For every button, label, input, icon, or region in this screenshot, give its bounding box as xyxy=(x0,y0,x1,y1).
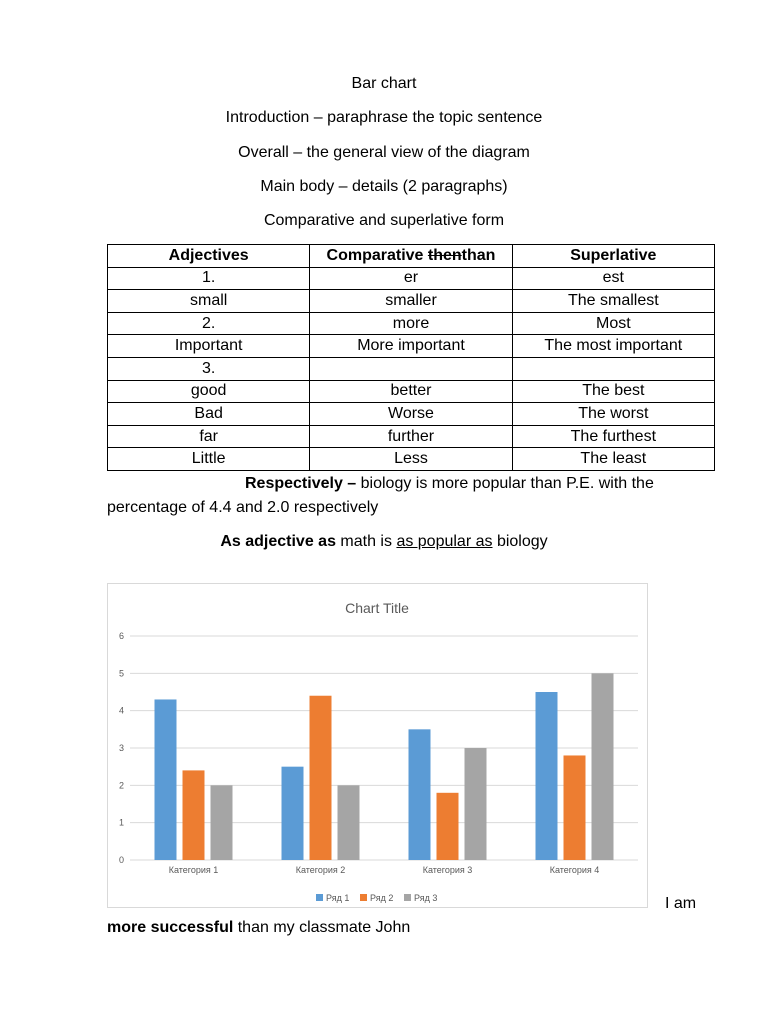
legend-label: Ряд 1 xyxy=(326,893,350,903)
legend-swatch xyxy=(360,894,367,901)
bar xyxy=(536,692,558,860)
header-comparative xyxy=(310,245,512,268)
respectively-line-2: percentage of 4.4 and 2.0 respectively xyxy=(107,499,379,516)
cell-superlative: The smallest xyxy=(512,290,714,313)
bar xyxy=(465,748,487,860)
bar xyxy=(183,770,205,860)
cell-superlative: The worst xyxy=(512,403,714,426)
cell-superlative: The furthest xyxy=(512,425,714,448)
y-tick-label: 0 xyxy=(118,855,124,865)
table-row xyxy=(108,425,715,448)
bar xyxy=(437,793,459,860)
table-row xyxy=(108,312,715,335)
as-adjective-underlined: as popular as xyxy=(396,533,493,550)
legend-label: Ряд 3 xyxy=(414,893,438,903)
header-comparative-tail: than xyxy=(461,246,496,264)
y-tick-label: 2 xyxy=(118,780,124,791)
cell-comparative xyxy=(310,357,512,380)
table-body xyxy=(108,267,715,470)
cell-superlative: The best xyxy=(512,380,714,403)
bar-chart xyxy=(107,583,648,908)
legend-swatch xyxy=(404,894,411,901)
cell-superlative: The most important xyxy=(512,335,714,358)
cell-comparative: better xyxy=(310,380,512,403)
closing-line-2 xyxy=(107,916,410,940)
x-tick-label: Категория 4 xyxy=(549,865,600,875)
struck-word: then xyxy=(427,246,462,264)
respectively-text-1: biology is more popular than P.E. with the xyxy=(356,475,654,492)
table-row xyxy=(108,335,715,358)
closing-line-1: I am xyxy=(665,895,697,912)
cell-superlative: The least xyxy=(512,448,714,471)
cell-comparative: Worse xyxy=(310,403,512,426)
legend-swatch xyxy=(316,894,323,901)
cell-comparative: More important xyxy=(310,335,512,358)
x-tick-label: Категория 2 xyxy=(295,865,346,875)
table-row xyxy=(108,403,715,426)
cell-adjective: 2. xyxy=(108,312,310,335)
respectively-line-1 xyxy=(245,472,654,496)
y-tick-label: 5 xyxy=(118,668,124,679)
closing-text-2: than my classmate John xyxy=(233,919,411,936)
cell-comparative: further xyxy=(310,425,512,448)
y-tick-label: 3 xyxy=(118,743,124,753)
y-tick-label: 1 xyxy=(118,817,124,828)
bar xyxy=(338,785,360,860)
header-comparative-label: Comparative xyxy=(326,246,424,264)
cell-comparative: er xyxy=(310,267,512,290)
table-row xyxy=(108,290,715,313)
main-body-line: Main body – details (2 paragraphs) xyxy=(260,178,508,195)
cell-superlative xyxy=(512,357,714,380)
cell-comparative: more xyxy=(310,312,512,335)
y-tick-label: 4 xyxy=(118,705,124,716)
table-row xyxy=(108,448,715,471)
cell-adjective: small xyxy=(108,290,310,313)
respectively-bold: Respectively – xyxy=(245,475,357,492)
intro-line: Introduction – paraphrase the topic sentence xyxy=(225,109,543,126)
as-adjective-text-1: math is xyxy=(335,533,397,550)
bar xyxy=(211,785,233,860)
bar xyxy=(564,755,586,860)
bar-chart-svg xyxy=(108,584,647,907)
legend-label: Ряд 2 xyxy=(370,893,394,903)
overall-line: Overall – the general view of the diagram xyxy=(238,144,530,161)
cell-comparative: Less xyxy=(310,448,512,471)
cell-superlative: Most xyxy=(512,312,714,335)
cell-comparative: smaller xyxy=(310,290,512,313)
x-tick-label: Категория 1 xyxy=(168,865,219,875)
cell-adjective: 1. xyxy=(108,267,310,290)
doc-title: Bar chart xyxy=(351,75,417,92)
cell-adjective: Important xyxy=(108,335,310,358)
y-tick-label: 6 xyxy=(118,631,124,641)
bar xyxy=(282,767,304,860)
cell-superlative: est xyxy=(512,267,714,290)
bar xyxy=(310,696,332,860)
table-row xyxy=(108,380,715,403)
bar xyxy=(592,673,614,860)
closing-bold: more successful xyxy=(107,919,234,936)
cell-adjective: far xyxy=(108,425,310,448)
cell-adjective: Bad xyxy=(108,403,310,426)
table-row xyxy=(108,357,715,380)
cell-adjective: 3. xyxy=(108,357,310,380)
header-superlative: Superlative xyxy=(512,245,714,268)
forms-line: Comparative and superlative form xyxy=(263,212,505,229)
header-adjectives: Adjectives xyxy=(108,245,310,268)
cell-adjective: Little xyxy=(108,448,310,471)
bar xyxy=(155,699,177,860)
as-adjective-bold: As adjective as xyxy=(220,533,336,550)
table-row xyxy=(108,267,715,290)
x-tick-label: Категория 3 xyxy=(422,865,473,875)
forms-table xyxy=(107,244,715,471)
table-header-row xyxy=(108,245,715,268)
cell-adjective: good xyxy=(108,380,310,403)
as-adjective-line xyxy=(0,530,768,554)
as-adjective-text-2: biology xyxy=(492,533,548,550)
bar xyxy=(409,729,431,860)
chart-title: Chart Title xyxy=(345,600,409,616)
